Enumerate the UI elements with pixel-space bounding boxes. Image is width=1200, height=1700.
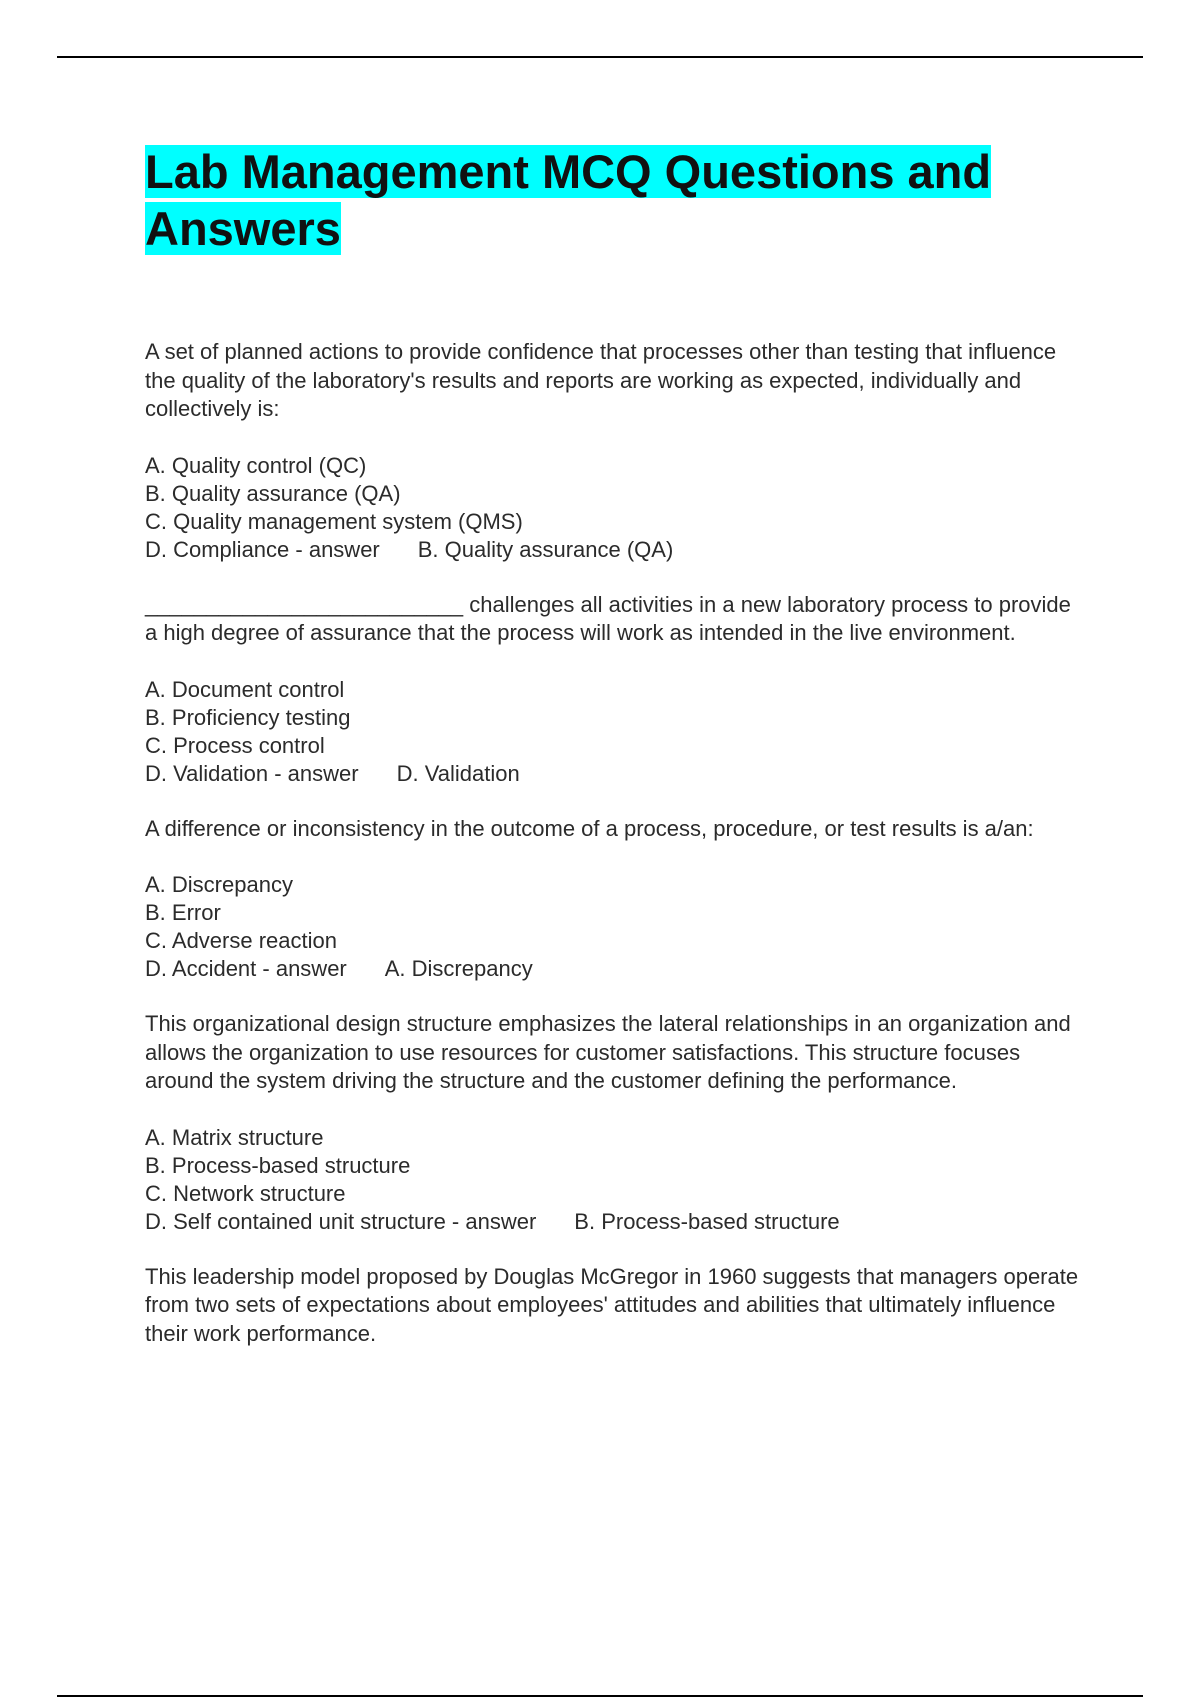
- question-2-options: [145, 676, 1085, 788]
- option-with-answer: [145, 760, 1085, 788]
- option: B. Process-based structure: [145, 1152, 411, 1178]
- question-4-text: This organizational design structure emphasizes the lateral relationships in an organization and allows the organization to use resources for customer satisfactions. This structure focuses around the system driving the structure and the customer defining the performance.: [145, 1011, 1071, 1093]
- option-with-answer: [145, 536, 1085, 564]
- document-body: [145, 143, 1085, 1348]
- question-5-text: This leadership model proposed by Douglas McGregor in 1960 suggests that managers operate from two sets of expectations about employees' attitudes and abilities that ultimately influence their work performance.: [145, 1263, 1079, 1346]
- option: A. Matrix structure: [145, 1124, 324, 1150]
- option: C. Process control: [145, 732, 325, 758]
- question-4-options: [145, 1124, 1085, 1236]
- option: D. Compliance - answer: [145, 536, 380, 562]
- option: A. Document control: [145, 676, 345, 702]
- header-rule: [57, 56, 1143, 58]
- footer-rule: [57, 1695, 1143, 1697]
- option: C. Quality management system (QMS): [145, 508, 523, 534]
- option: B. Quality assurance (QA): [145, 480, 401, 506]
- question-1-text: A set of planned actions to provide confidence that processes other than testing that influence the quality of the laboratory's results and reports are working as expected, individually and collectively is:: [145, 339, 1057, 421]
- option: A. Quality control (QC): [145, 452, 367, 478]
- question-2-text: __________________________ challenges all activities in a new laboratory process to provide a high degree of assurance that the process will work as intended in the live environment.: [145, 591, 1071, 645]
- option: A. Discrepancy: [145, 872, 293, 897]
- option: D. Self contained unit structure - answer: [145, 1208, 537, 1234]
- question-1-options: [145, 452, 1085, 564]
- option: B. Error: [145, 900, 221, 925]
- question-3-text: A difference or inconsistency in the outcome of a process, procedure, or test results is a/an:: [145, 815, 1034, 841]
- document-title: [145, 143, 1085, 257]
- option: D. Validation - answer: [145, 760, 359, 786]
- answer-text: A. Discrepancy: [384, 956, 533, 981]
- answer-text: D. Validation: [396, 760, 520, 786]
- option-with-answer: [145, 1208, 1085, 1236]
- option: D. Accident - answer: [145, 956, 347, 981]
- option-with-answer: [145, 955, 1085, 983]
- option: C. Network structure: [145, 1180, 346, 1206]
- answer-text: B. Process-based structure: [574, 1208, 840, 1234]
- option: C. Adverse reaction: [145, 928, 337, 953]
- answer-text: B. Quality assurance (QA): [417, 536, 674, 562]
- option: B. Proficiency testing: [145, 704, 351, 730]
- title-highlight: Lab Management MCQ Questions and Answers: [145, 145, 992, 255]
- question-3-options: [145, 871, 1085, 983]
